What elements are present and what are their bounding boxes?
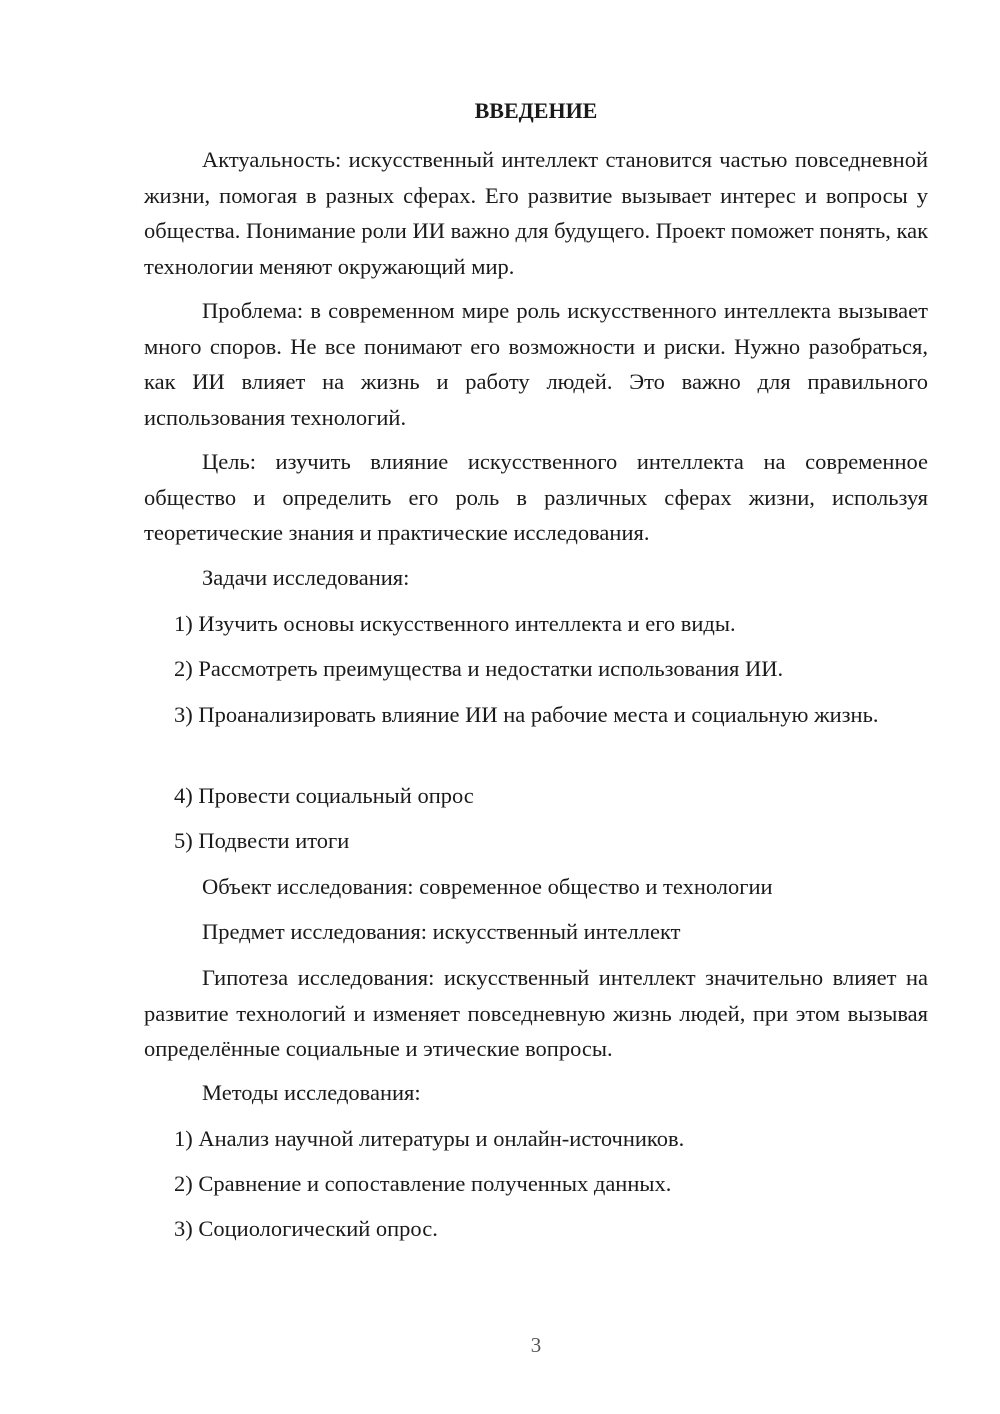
hypothesis-paragraph: Гипотеза исследования: искусственный интеллект значительно влияет на развитие технологий и изменяет повседневную жизнь людей, при этом вызывая определённые социальные и этические вопросы.: [144, 965, 928, 1061]
tasks-heading: Задачи исследования:: [202, 565, 410, 590]
method-item: 1) Анализ научной литературы и онлайн-источников.: [174, 1126, 685, 1151]
method-item: 3) Социологический опрос.: [174, 1216, 438, 1241]
page-number: 3: [530, 1333, 542, 1357]
goal-paragraph: Цель: изучить влияние искусственного интеллекта на современное общество и определить его роль в различных сферах жизни, используя теоретические знания и практические исследования.: [144, 449, 928, 545]
problem-paragraph: Проблема: в современном мире роль искусственного интеллекта вызывает много споров. Не все понимают его возможности и риски. Нужно разобраться, как ИИ влияет на жизнь и работу людей. Это важно для правильного использования технологий.: [144, 298, 928, 430]
object-line: Объект исследования: современное общество и технологии: [202, 874, 773, 899]
task-item: 1) Изучить основы искусственного интеллекта и его виды.: [174, 611, 736, 636]
subject-line: Предмет исследования: искусственный интеллект: [202, 919, 681, 944]
task-item: 5) Подвести итоги: [174, 828, 350, 853]
task-item: 4) Провести социальный опрос: [174, 783, 474, 808]
method-item: 2) Сравнение и сопоставление полученных данных.: [174, 1171, 672, 1196]
task-item: 3) Проанализировать влияние ИИ на рабочие места и социальную жизнь.: [174, 702, 879, 727]
relevance-paragraph: Актуальность: искусственный интеллект становится частью повседневной жизни, помогая в разных сферах. Его развитие вызывает интерес и вопросы у общества. Понимание роли ИИ важно для будущего. Проект поможет понять, как технологии меняют окружающий мир.: [144, 147, 928, 279]
methods-heading: Методы исследования:: [202, 1080, 421, 1105]
task-item: 2) Рассмотреть преимущества и недостатки использования ИИ.: [174, 656, 784, 681]
section-title: ВВЕДЕНИЕ: [474, 98, 598, 123]
